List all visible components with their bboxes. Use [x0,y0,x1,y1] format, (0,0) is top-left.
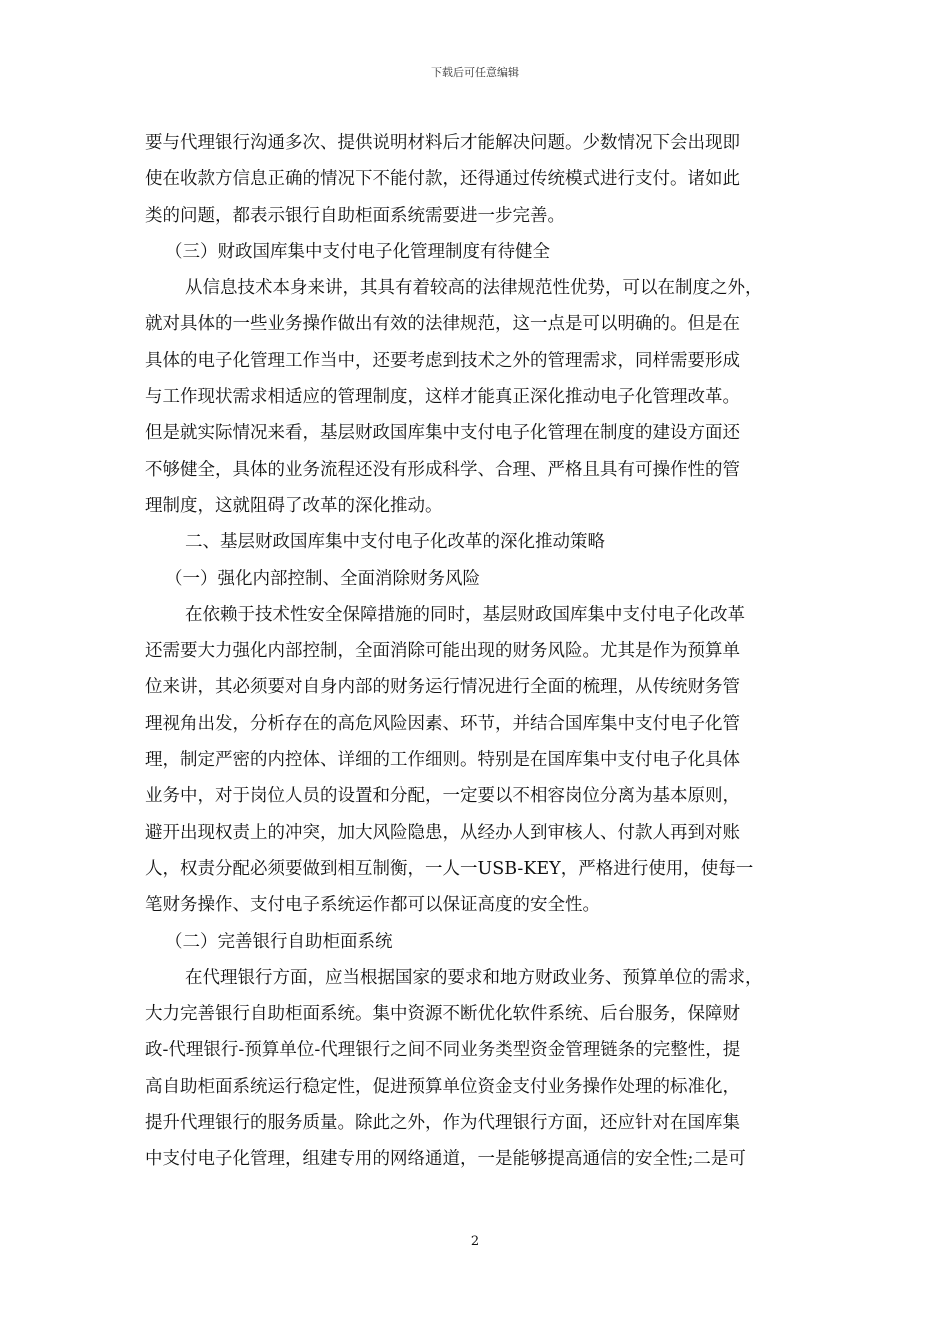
text-line: 中支付电子化管理，组建专用的网络通道，一是能够提高通信的安全性;二是可 [145,1149,746,1170]
text-line: 理视角出发，分析存在的高危风险因素、环节，并结合国库集中支付电子化管 [145,713,740,734]
text-line: 与工作现状需求相适应的管理制度，这样才能真正深化推动电子化管理改革。 [145,387,740,408]
text-line: 理制度，这就阻碍了改革的深化推动。 [145,495,443,516]
page-number: 2 [470,1234,480,1249]
text-line: 不够健全，具体的业务流程还没有形成科学、合理、严格且具有可操作性的管 [145,459,740,480]
text-line: 还需要大力强化内部控制，全面消除可能出现的财务风险。尤其是作为预算单 [145,641,740,662]
section-heading: （一）强化内部控制、全面消除财务风险 [165,568,480,589]
text-line: 但是就实际情况来看，基层财政国库集中支付电子化管理在制度的建设方面还 [145,423,740,444]
text-line: 使在收款方信息正确的情况下不能付款，还得通过传统模式进行支付。诸如此 [145,169,740,190]
text-line: 避开出现权责上的冲突，加大风险隐患，从经办人到审核人、付款人再到对账 [145,822,740,843]
text-line: 就对具体的一些业务操作做出有效的法律规范，这一点是可以明确的。但是在 [145,314,740,335]
text-line: 位来讲，其必须要对自身内部的财务运行情况进行全面的梳理，从传统财务管 [145,677,740,698]
text-line: 提升代理银行的服务质量。除此之外，作为代理银行方面，还应针对在国库集 [145,1113,740,1134]
section-heading: （三）财政国库集中支付电子化管理制度有待健全 [165,241,550,262]
text-line: 业务中，对于岗位人员的设置和分配，一定要以不相容岗位分离为基本原则， [145,786,740,807]
section-heading: （二）完善银行自助柜面系统 [165,931,393,952]
text-line: 在依赖于技术性安全保障措施的同时，基层财政国库集中支付电子化改革 [185,604,745,625]
text-line: 要与代理银行沟通多次、提供说明材料后才能解决问题。少数情况下会出现即 [145,133,740,153]
page-header: 下载后可任意编辑 [431,66,519,79]
text-line: 从信息技术本身来讲，其具有着较高的法律规范性优势，可以在制度之外， [185,278,763,299]
document-body [145,125,805,1178]
text-line: 理，制定严密的内控体、详细的工作细则。特别是在国库集中支付电子化具体 [145,750,740,771]
text-line: 笔财务操作、支付电子系统运作都可以保证高度的安全性。 [145,895,600,916]
text-line: 在代理银行方面，应当根据国家的要求和地方财政业务、预算单位的需求， [185,967,763,988]
text-line: 具体的电子化管理工作当中，还要考虑到技术之外的管理需求，同样需要形成 [145,350,740,371]
text-line: 人，权责分配必须要做到相互制衡，一人一USB-KEY，严格进行使用，使每一 [145,858,754,879]
text-line: 高自助柜面系统运行稳定性，促进预算单位资金支付业务操作处理的标准化， [145,1076,740,1097]
text-line: 大力完善银行自助柜面系统。集中资源不断优化软件系统、后台服务，保障财 [145,1004,740,1025]
text-line: 政-代理银行-预算单位-代理银行之间不同业务类型资金管理链条的完整性，提 [145,1040,741,1061]
text-line: 类的问题，都表示银行自助柜面系统需要进一步完善。 [145,205,565,226]
text-line: 二、基层财政国库集中支付电子化改革的深化推动策略 [185,532,605,553]
